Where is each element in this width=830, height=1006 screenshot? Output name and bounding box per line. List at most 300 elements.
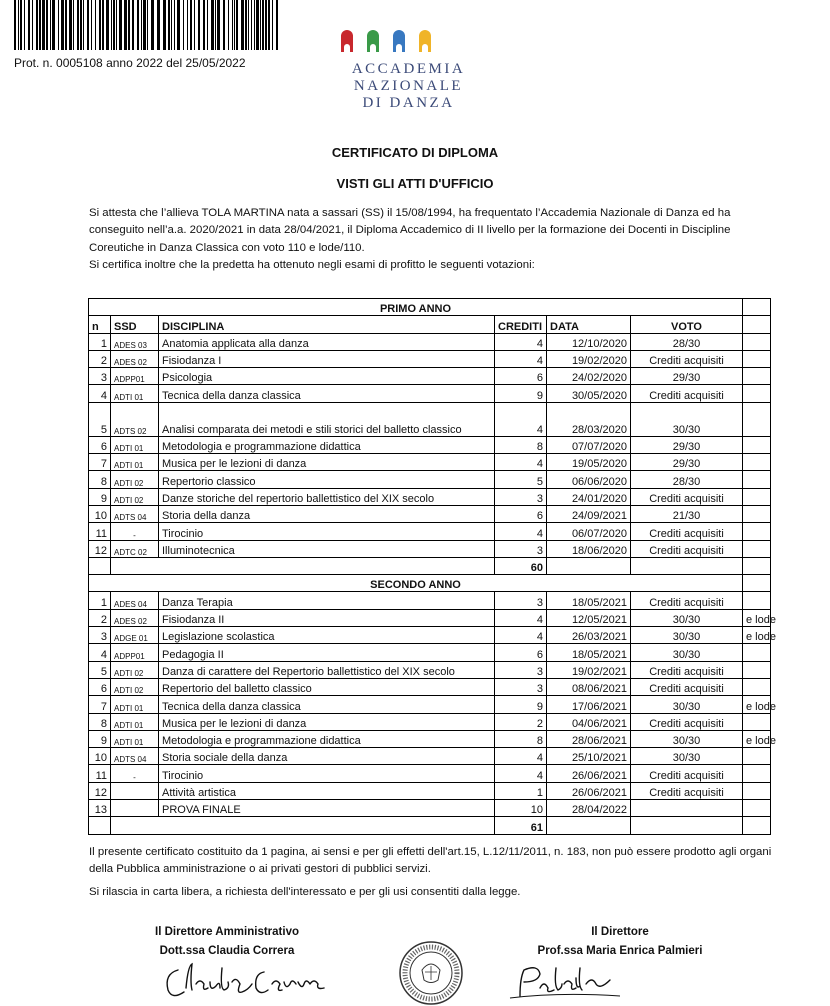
barcode-bar [128,0,130,50]
row-grade: Crediti acquisiti [631,782,743,799]
table-cell-empty [743,817,771,834]
row-credits: 4 [495,454,547,471]
signatory-left-role: Il Direttore Amministrativo [155,926,299,938]
row-credits: 4 [495,402,547,436]
table-row [89,800,771,817]
official-seal [398,940,464,1006]
row-credits: 10 [495,800,547,817]
barcode-bar [32,0,33,50]
table-cell-empty [89,557,111,574]
row-number: 8 [89,471,111,488]
row-credits: 4 [495,627,547,644]
barcode-bar [52,0,55,50]
barcode-bar [65,0,67,50]
academy-logo [336,30,481,125]
row-discipline: Tirocinio [159,523,495,540]
row-honors [743,385,771,402]
barcode-bar [241,0,244,50]
signatory-right [520,923,720,961]
row-discipline: Metodologia e programmazione didattica [159,730,495,747]
row-ssd: ADTI 02 [111,661,159,678]
section-header-row [89,575,771,592]
row-date: 18/05/2021 [547,592,631,609]
row-date: 28/04/2022 [547,800,631,817]
signatory-right-role: Il Direttore [591,926,649,938]
barcode-bar [20,0,22,50]
row-discipline: Danza di carattere del Repertorio ballettistico del XIX secolo [159,661,495,678]
row-grade: Crediti acquisiti [631,678,743,695]
row-grade: 30/30 [631,402,743,436]
row-discipline: Illuminotecnica [159,540,495,557]
logo-text-line-3: DI DANZA [362,95,455,111]
total-row [89,557,771,574]
barcode-bar [77,0,79,50]
barcode-bar [194,0,195,50]
row-date: 19/02/2021 [547,661,631,678]
row-credits: 3 [495,540,547,557]
row-discipline: Metodologia e programmazione didattica [159,436,495,453]
row-credits: 4 [495,523,547,540]
barcode-bar [217,0,220,50]
barcode-bar [42,0,45,50]
table-row [89,609,771,626]
row-discipline: Musica per le lezioni di danza [159,454,495,471]
barcode-bar [141,0,142,50]
barcode-bar [248,0,249,50]
barcode-bar [211,0,214,50]
row-grade: 29/30 [631,368,743,385]
barcode-bar [95,0,96,50]
row-date: 12/05/2021 [547,609,631,626]
row-discipline: Fisiodanza I [159,350,495,367]
table-row [89,782,771,799]
intro-paragraph-2: Si certifica inoltre che la predetta ha ottenuto negli esami di profitto le seguenti votazioni: [89,258,535,271]
row-credits: 3 [495,592,547,609]
row-discipline: Analisi comparata dei metodi e stili storici del balletto classico [159,402,495,436]
barcode-bar [223,0,225,50]
row-grade: 30/30 [631,644,743,661]
row-honors [743,505,771,522]
barcode-bar [28,0,30,50]
row-date: 26/06/2021 [547,765,631,782]
row-number: 9 [89,488,111,505]
document-title: CERTIFICATO DI DIPLOMA [331,145,499,160]
barcode-bar [245,0,247,50]
row-number: 12 [89,540,111,557]
logo-mark-red [341,30,353,52]
footer-legal-note: Il presente certificato costituito da 1 pagina, ai sensi e per gli effetti dell'art.15, L.12/11/2011, n. 183, non può essere prodotto agli organi della Pubblica amministrazione o ai privati gestori di pubblici servizi. [89,846,772,876]
row-grade: Crediti acquisiti [631,661,743,678]
barcode-bar [190,0,192,50]
row-credits: 2 [495,713,547,730]
barcode-bar [18,0,19,50]
grades-table-body [89,299,776,835]
table-row [89,730,771,747]
barcode-bar [262,0,264,50]
row-credits: 5 [495,471,547,488]
row-discipline: Storia della danza [159,505,495,522]
logo-text-line-1: ACCADEMIA [351,61,466,77]
table-row [89,333,771,350]
row-number: 12 [89,782,111,799]
header-n: n [89,316,111,333]
row-credits: 6 [495,368,547,385]
row-credits: 9 [495,385,547,402]
row-date: 24/09/2021 [547,505,631,522]
barcode-bar [102,0,104,50]
row-honors [743,748,771,765]
barcode-bar [276,0,278,50]
row-honors [743,540,771,557]
barcode-bar [24,0,25,50]
intro-text [89,205,779,274]
credits-total: 60 [495,557,547,574]
table-row [89,368,771,385]
barcode-bar [174,0,175,50]
row-number: 1 [89,333,111,350]
row-honors: e lode [743,696,771,713]
row-honors [743,402,771,436]
row-grade: 30/30 [631,609,743,626]
row-grade: Crediti acquisiti [631,523,743,540]
row-ssd: ADTI 01 [111,385,159,402]
row-ssd: ADTI 01 [111,436,159,453]
barcode-bar [80,0,82,50]
table-cell-empty [111,817,495,834]
document-subtitle: VISTI GLI ATTI D'UFFICIO [336,176,494,191]
row-grade: Crediti acquisiti [631,488,743,505]
barcode-bar [113,0,115,50]
table-row [89,454,771,471]
table-row [89,713,771,730]
row-grade: 29/30 [631,454,743,471]
row-ssd: ADES 03 [111,333,159,350]
row-discipline: Musica per le lezioni di danza [159,713,495,730]
row-credits: 4 [495,609,547,626]
barcode-bar [73,0,74,50]
row-honors [743,592,771,609]
table-cell-empty [743,575,771,592]
row-grade: 28/30 [631,471,743,488]
row-date: 18/06/2020 [547,540,631,557]
row-ssd: ADPP01 [111,644,159,661]
header-date: DATA [547,316,631,333]
row-discipline: Tecnica della danza classica [159,696,495,713]
row-ssd: ADTS 04 [111,748,159,765]
logo-mark-green [367,30,379,52]
barcode-bar [106,0,109,50]
barcode-bar [99,0,101,50]
section-title: SECONDO ANNO [89,575,743,592]
row-date: 08/06/2021 [547,678,631,695]
row-credits: 8 [495,436,547,453]
row-number: 9 [89,730,111,747]
table-row [89,402,771,436]
barcode-bar [91,0,92,50]
row-discipline: Fisiodanza II [159,609,495,626]
barcode [14,0,282,50]
row-date: 28/06/2021 [547,730,631,747]
row-ssd: ADTI 01 [111,713,159,730]
section-title: PRIMO ANNO [89,299,743,316]
row-credits: 3 [495,678,547,695]
row-grade: Crediti acquisiti [631,385,743,402]
credits-total: 61 [495,817,547,834]
row-credits: 3 [495,661,547,678]
row-discipline: Pedagogia II [159,644,495,661]
row-credits: 8 [495,730,547,747]
signatory-left [142,923,312,961]
row-ssd: ADTS 02 [111,402,159,436]
table-row [89,678,771,695]
row-discipline: Repertorio classico [159,471,495,488]
header-credits: CREDITI [495,316,547,333]
table-cell-empty [111,557,495,574]
row-date: 24/02/2020 [547,368,631,385]
table-row [89,488,771,505]
table-row [89,471,771,488]
row-honors [743,644,771,661]
barcode-bar [39,0,41,50]
table-row [89,540,771,557]
barcode-bar [111,0,112,50]
row-credits: 1 [495,782,547,799]
row-credits: 4 [495,333,547,350]
row-discipline: Danza Terapia [159,592,495,609]
barcode-bar [187,0,188,50]
row-grade: 30/30 [631,730,743,747]
column-header-row [89,316,771,333]
barcode-bar [163,0,166,50]
row-ssd: ADTI 01 [111,696,159,713]
row-honors [743,333,771,350]
barcode-bar [58,0,59,50]
table-cell-empty [743,316,771,333]
row-number: 7 [89,696,111,713]
row-grade [631,800,743,817]
barcode-bar [46,0,48,50]
row-ssd [111,782,159,799]
table-row [89,748,771,765]
logo-marks [341,30,481,52]
barcode-bar [168,0,170,50]
row-date: 19/05/2020 [547,454,631,471]
barcode-bar [254,0,255,50]
header-discipline: DISCIPLINA [159,316,495,333]
barcode-bar [251,0,252,50]
row-grade: 30/30 [631,627,743,644]
row-ssd: ADES 02 [111,609,159,626]
row-ssd: ADPP01 [111,368,159,385]
table-row [89,385,771,402]
signature-right [500,958,630,1003]
header-grade: VOTO [631,316,743,333]
row-date: 24/01/2020 [547,488,631,505]
row-discipline: Storia sociale della danza [159,748,495,765]
table-row [89,765,771,782]
barcode-bar [207,0,208,50]
protocol-number: Prot. n. 0005108 anno 2022 del 25/05/2022 [14,56,246,70]
barcode-bar [116,0,117,50]
row-honors [743,436,771,453]
row-credits: 6 [495,505,547,522]
row-date: 28/03/2020 [547,402,631,436]
barcode-bar [119,0,122,50]
barcode-bar [36,0,38,50]
row-date: 26/06/2021 [547,782,631,799]
row-date: 17/06/2021 [547,696,631,713]
row-credits: 4 [495,748,547,765]
table-cell-empty [743,299,771,316]
row-number: 11 [89,523,111,540]
row-honors [743,523,771,540]
row-ssd: ADES 02 [111,350,159,367]
row-ssd: - [111,523,159,540]
row-honors [743,782,771,799]
barcode-bar [83,0,84,50]
row-number: 2 [89,609,111,626]
row-discipline: PROVA FINALE [159,800,495,817]
barcode-bar [171,0,172,50]
row-grade: Crediti acquisiti [631,765,743,782]
table-cell-empty [743,557,771,574]
logo-text-line-2: NAZIONALE [353,78,464,94]
row-grade: Crediti acquisiti [631,350,743,367]
row-number: 4 [89,644,111,661]
row-date: 07/07/2020 [547,436,631,453]
barcode-bar [124,0,127,50]
row-number: 8 [89,713,111,730]
row-number: 10 [89,748,111,765]
barcode-bar [137,0,139,50]
barcode-bar [50,0,51,50]
row-number: 6 [89,678,111,695]
row-number: 3 [89,627,111,644]
row-ssd: ADTI 01 [111,730,159,747]
barcode-bar [14,0,16,50]
table-row [89,696,771,713]
table-row [89,523,771,540]
row-ssd: ADTC 02 [111,540,159,557]
section-header-row [89,299,771,316]
row-ssd: ADTI 01 [111,454,159,471]
row-grade: 29/30 [631,436,743,453]
row-credits: 4 [495,765,547,782]
row-discipline: Danze storiche del repertorio ballettistico del XIX secolo [159,488,495,505]
barcode-bar [87,0,89,50]
barcode-bar [236,0,238,50]
table-row [89,627,771,644]
row-number: 11 [89,765,111,782]
row-date: 06/07/2020 [547,523,631,540]
row-number: 13 [89,800,111,817]
row-number: 6 [89,436,111,453]
row-date: 18/05/2021 [547,644,631,661]
table-cell-empty [89,817,111,834]
barcode-bar [272,0,273,50]
row-number: 5 [89,402,111,436]
row-honors [743,765,771,782]
barcode-bar [203,0,205,50]
row-honors [743,800,771,817]
row-grade: 28/30 [631,333,743,350]
row-number: 2 [89,350,111,367]
barcode-bar [69,0,72,50]
barcode-bar [157,0,160,50]
row-discipline: Legislazione scolastica [159,627,495,644]
barcode-bar [177,0,180,50]
row-ssd: ADTI 02 [111,471,159,488]
barcode-bar [151,0,154,50]
row-credits: 9 [495,696,547,713]
barcode-bar [198,0,200,50]
row-number: 3 [89,368,111,385]
row-number: 5 [89,661,111,678]
barcode-bar [132,0,134,50]
row-date: 30/05/2020 [547,385,631,402]
grades-table [88,298,776,835]
table-row [89,661,771,678]
row-date: 26/03/2021 [547,627,631,644]
row-grade: 30/30 [631,748,743,765]
table-cell-empty [547,557,631,574]
row-date: 19/02/2020 [547,350,631,367]
row-ssd: ADTI 02 [111,678,159,695]
row-discipline: Attività artistica [159,782,495,799]
row-honors [743,454,771,471]
intro-paragraph-1: Si attesta che l’allieva TOLA MARTINA nata a sassari (SS) il 15/08/1994, ha frequentato l’Accademia Nazionale di Danza ed ha conseguito nell’a.a. 2020/2021 in data 28/04/2021, il Diploma Accademico di II livello per la formazione dei Docenti in Discipline Coreutiche in Danza Classica con voto 110 e lode/110. [89,207,731,254]
row-date: 12/10/2020 [547,333,631,350]
row-ssd [111,800,159,817]
row-credits: 6 [495,644,547,661]
barcode-bar [256,0,259,50]
row-number: 10 [89,505,111,522]
row-ssd: ADES 04 [111,592,159,609]
barcode-bar [183,0,184,50]
row-grade: Crediti acquisiti [631,540,743,557]
row-grade: Crediti acquisiti [631,713,743,730]
barcode-bar [232,0,233,50]
barcode-bar [61,0,64,50]
barcode-bar [260,0,261,50]
row-honors [743,661,771,678]
row-honors [743,471,771,488]
row-credits: 4 [495,350,547,367]
table-cell-empty [547,817,631,834]
row-honors [743,678,771,695]
barcode-bar [228,0,229,50]
table-row [89,644,771,661]
table-row [89,505,771,522]
row-honors [743,350,771,367]
signatory-right-name: Prof.ssa Maria Enrica Palmieri [537,945,703,957]
signature-left [160,958,330,1003]
logo-mark-blue [393,30,405,52]
row-number: 1 [89,592,111,609]
header-ssd: SSD [111,316,159,333]
barcode-bar [147,0,148,50]
row-number: 4 [89,385,111,402]
logo-mark-yellow [419,30,431,52]
row-date: 06/06/2020 [547,471,631,488]
barcode-bar [268,0,270,50]
table-row [89,592,771,609]
row-discipline: Tirocinio [159,765,495,782]
row-discipline: Tecnica della danza classica [159,385,495,402]
table-cell-empty [631,557,743,574]
row-discipline: Psicologia [159,368,495,385]
row-date: 25/10/2021 [547,748,631,765]
